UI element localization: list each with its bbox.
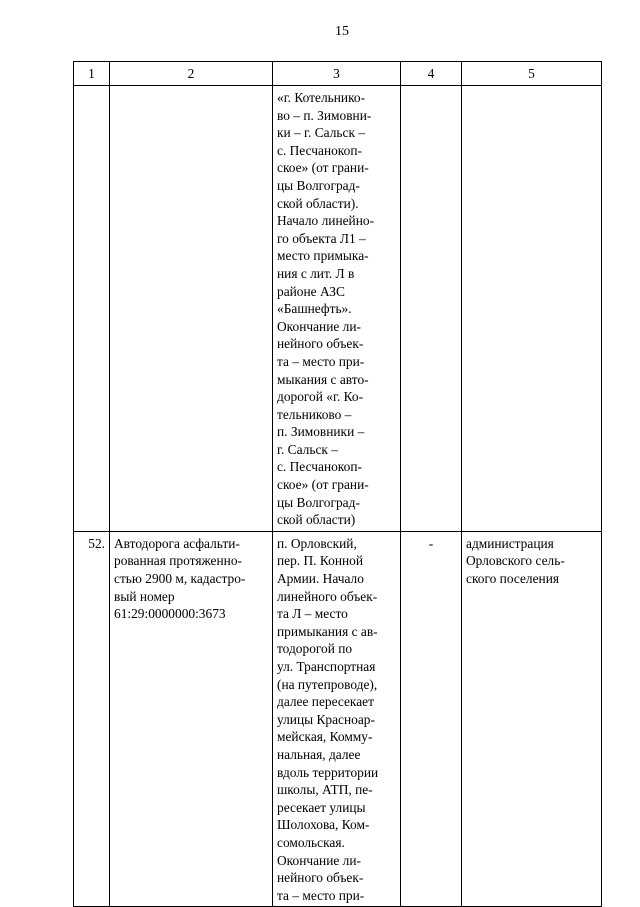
location-cell: п. Орловский, пер. П. Конной Армии. Начало линейного объек- та Л – место примыкания с ав- тодорогой по ул. Транспортная (на путепроводе), далее пересекает улицы Красноар- мейская, Комму- нальная, далее вдоль территории школы, АТП, пе- ресекает улицы Шолохова, Ком- сомольская. Окончание ли- нейного объек- та – место при- xyxy=(273,531,401,906)
row-number-cell xyxy=(74,86,110,532)
column-header-3: 3 xyxy=(273,62,401,86)
document-table xyxy=(73,61,602,907)
column-4-cell xyxy=(401,86,462,532)
column-header-1: 1 xyxy=(74,62,110,86)
table-row xyxy=(74,531,602,906)
column-4-cell: - xyxy=(401,531,462,906)
location-cell: «г. Котельнико- во – п. Зимовни- ки – г. Сальск – с. Песчанокоп- ское» (от грани- цы Волгоград- ской области). Начало линейно- го объекта Л1 – место примыка- ния с лит. Л в районе АЗС «Башнефть». Окончание ли- нейного объек- та – место при- мыкания с авто- дорогой «г. Ко- тельниково – п. Зимовники – г. Сальск – с. Песчанокоп- ское» (от грани- цы Волгоград- ской области) xyxy=(273,86,401,532)
table-row xyxy=(74,86,602,532)
column-header-5: 5 xyxy=(462,62,602,86)
object-cell: Автодорога асфальти- рованная протяженно- стью 2900 м, кадастро- вый номер 61:29:0000000:3673 xyxy=(110,531,273,906)
object-cell xyxy=(110,86,273,532)
owner-cell xyxy=(462,86,602,532)
column-header-2: 2 xyxy=(110,62,273,86)
page-number: 15 xyxy=(335,24,349,39)
owner-cell: администрация Орловского сель- ского поселения xyxy=(462,531,602,906)
column-header-4: 4 xyxy=(401,62,462,86)
row-number-cell: 52. xyxy=(74,531,110,906)
table-header-row xyxy=(74,62,602,86)
